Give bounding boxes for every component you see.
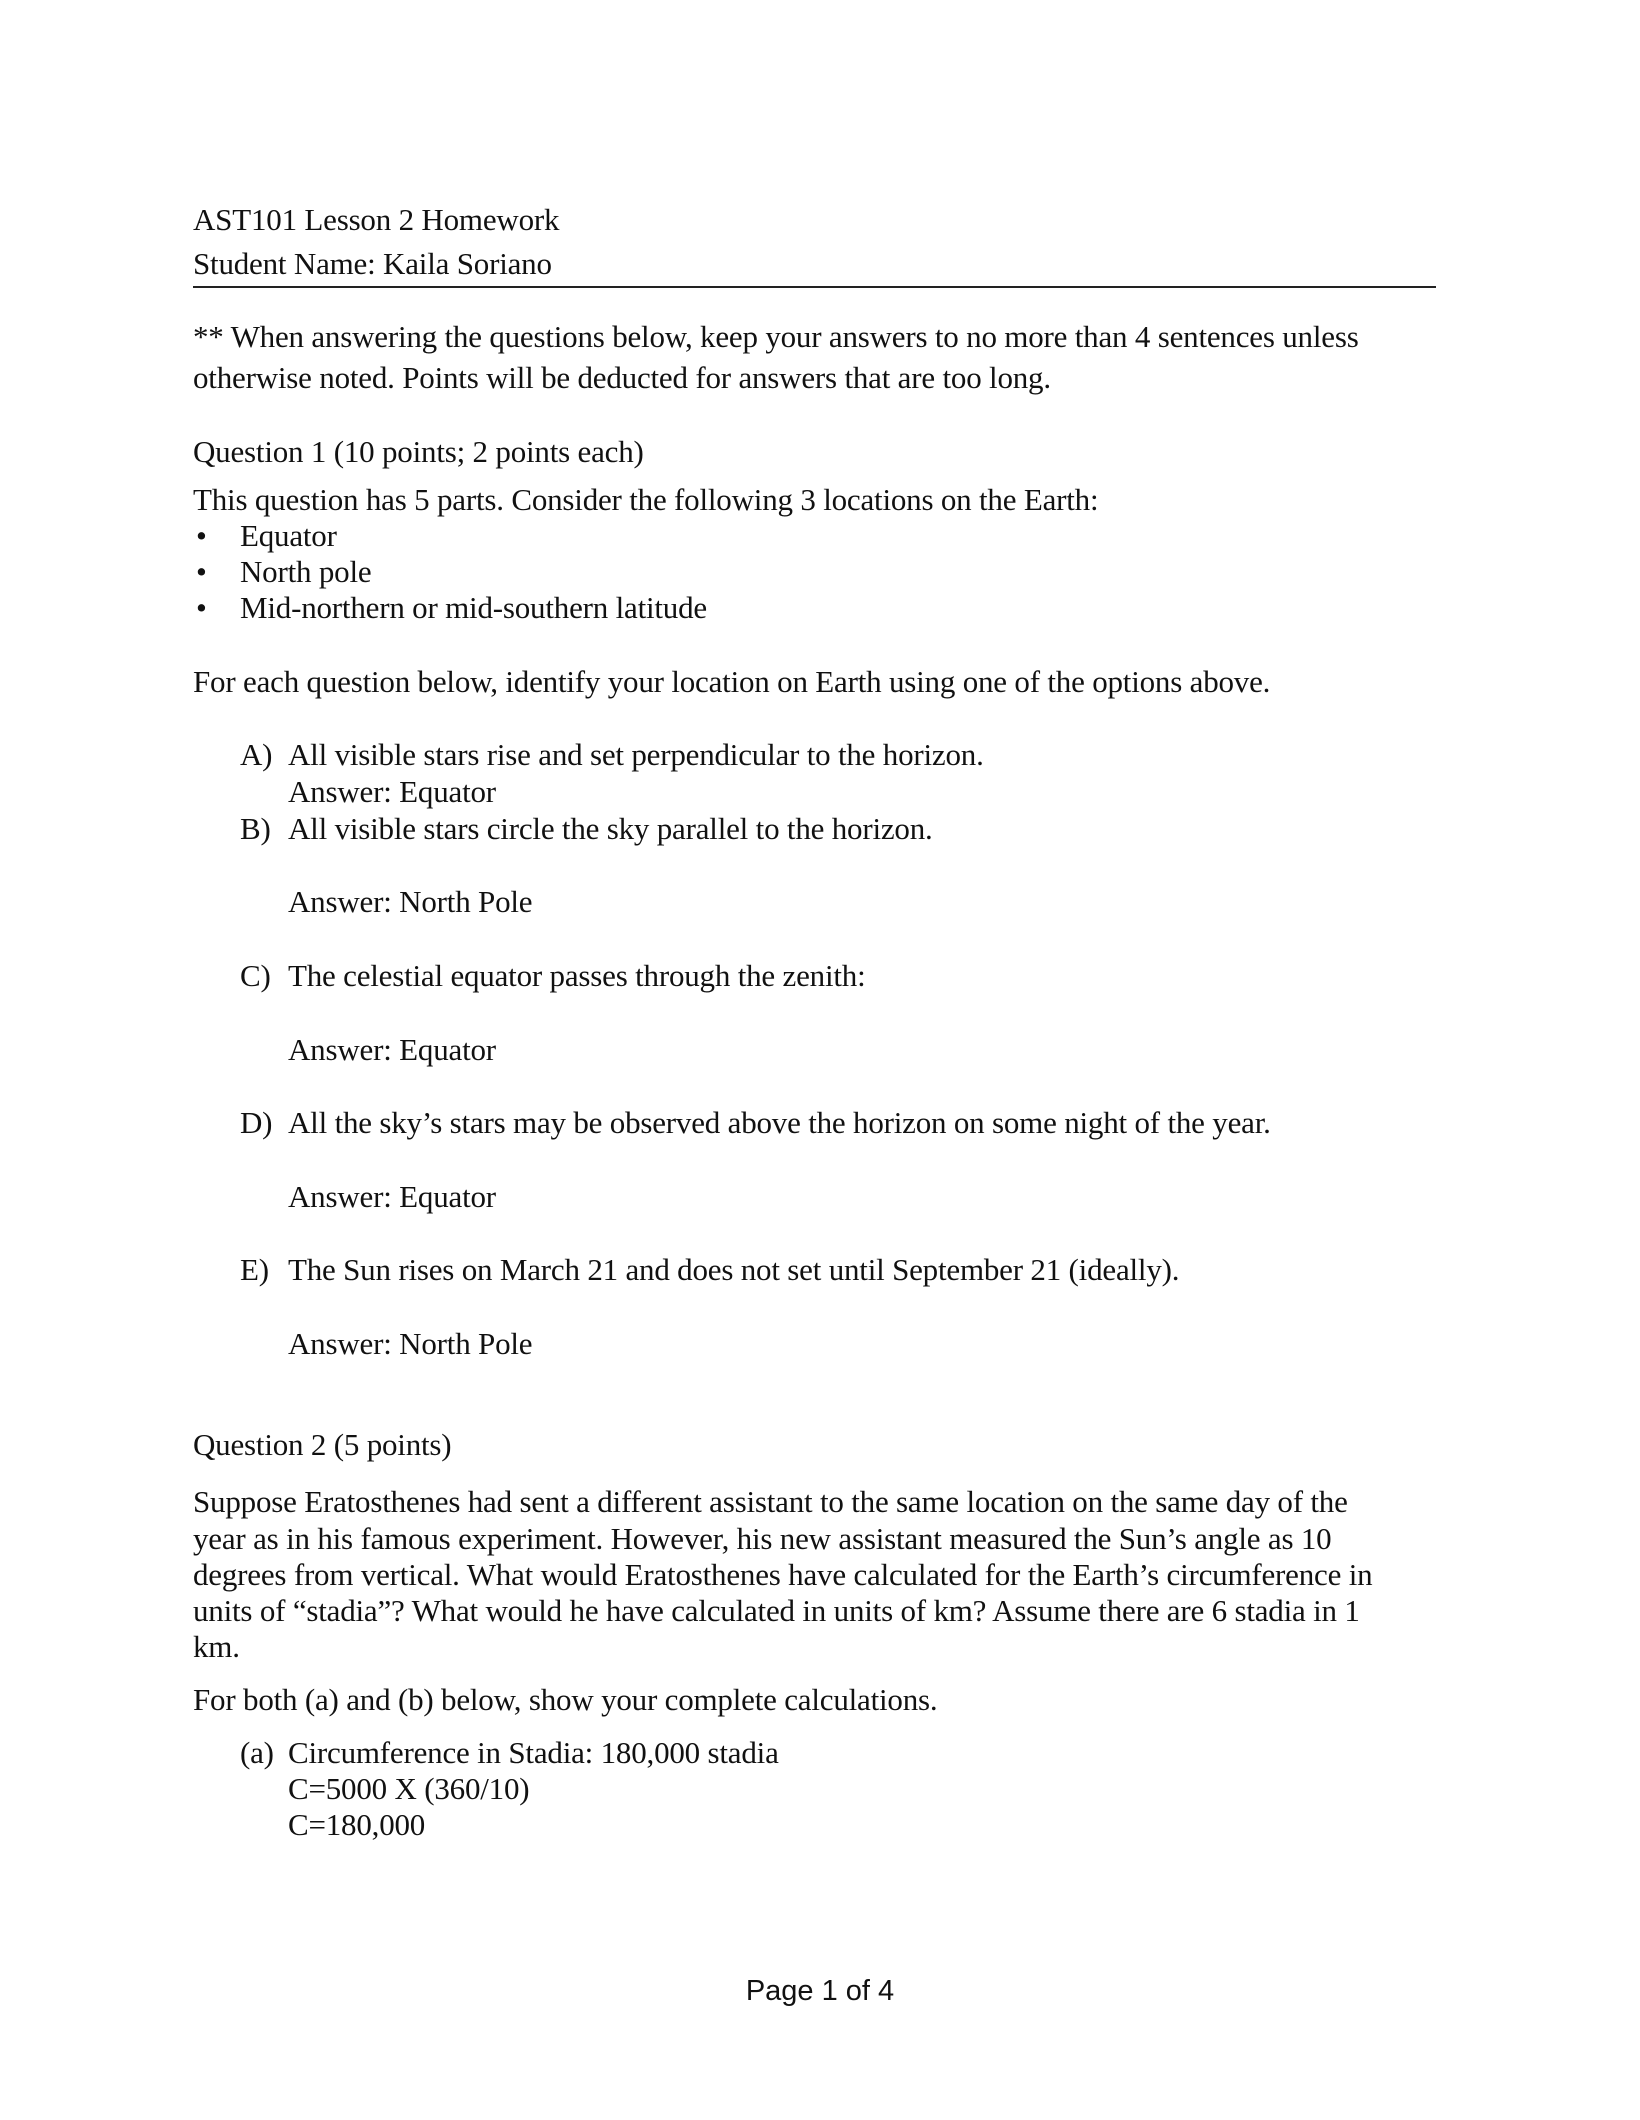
part-answer: Answer: North Pole <box>288 1326 533 1361</box>
question-2-heading: Question 2 (5 points) <box>193 1427 452 1462</box>
part-letter: B) <box>240 811 271 846</box>
part-letter: D) <box>240 1105 273 1140</box>
part-question: All visible stars rise and set perpendicular to the horizon. <box>288 737 984 772</box>
question-2-body-line: km. <box>193 1629 240 1664</box>
page-number: Page 1 of 4 <box>745 1975 895 2007</box>
part-answer: Answer: Equator <box>288 1179 496 1214</box>
student-name: Student Name: Kaila Soriano <box>193 246 552 281</box>
part-question: All the sky’s stars may be observed above the horizon on some night of the year. <box>288 1105 1271 1140</box>
instructions-line-2: otherwise noted. Points will be deducted for answers that are too long. <box>193 360 1051 395</box>
part-question: Circumference in Stadia: 180,000 stadia <box>288 1735 779 1770</box>
question-1-prompt: For each question below, identify your location on Earth using one of the options above. <box>193 664 1271 699</box>
location-item: North pole <box>240 554 372 589</box>
header-divider <box>193 286 1436 288</box>
question-2-body-line: Suppose Eratosthenes had sent a different assistant to the same location on the same day of the <box>193 1484 1348 1519</box>
question-2-body-line: degrees from vertical. What would Eratosthenes have calculated for the Earth’s circumference in <box>193 1557 1373 1592</box>
bullet-icon: • <box>196 554 207 589</box>
calculation-line: C=180,000 <box>288 1807 426 1842</box>
part-letter: E) <box>240 1252 269 1287</box>
question-1-intro: This question has 5 parts. Consider the following 3 locations on the Earth: <box>193 482 1099 517</box>
location-item: Equator <box>240 518 337 553</box>
part-question: The Sun rises on March 21 and does not set until September 21 (ideally). <box>288 1252 1180 1287</box>
part-answer: Answer: Equator <box>288 774 496 809</box>
question-2-body-line: year as in his famous experiment. However, his new assistant measured the Sun’s angle as 10 <box>193 1521 1332 1556</box>
part-answer: Answer: Equator <box>288 1032 496 1067</box>
part-answer: Answer: North Pole <box>288 884 533 919</box>
bullet-icon: • <box>196 590 207 625</box>
part-question: The celestial equator passes through the zenith: <box>288 958 866 993</box>
instructions-line-1: ** When answering the questions below, keep your answers to no more than 4 sentences unless <box>193 319 1359 354</box>
part-letter: A) <box>240 737 273 772</box>
part-question: All visible stars circle the sky parallel to the horizon. <box>288 811 933 846</box>
question-2-body-line: units of “stadia”? What would he have calculated in units of km? Assume there are 6 stadia in 1 <box>193 1593 1360 1628</box>
question-1-heading: Question 1 (10 points; 2 points each) <box>193 434 644 469</box>
question-2-prompt: For both (a) and (b) below, show your complete calculations. <box>193 1682 938 1717</box>
course-title: AST101 Lesson 2 Homework <box>193 202 560 237</box>
location-item: Mid-northern or mid-southern latitude <box>240 590 707 625</box>
part-letter: (a) <box>240 1735 274 1770</box>
bullet-icon: • <box>196 518 207 553</box>
calculation-line: C=5000 X (360/10) <box>288 1771 530 1806</box>
part-letter: C) <box>240 958 271 993</box>
